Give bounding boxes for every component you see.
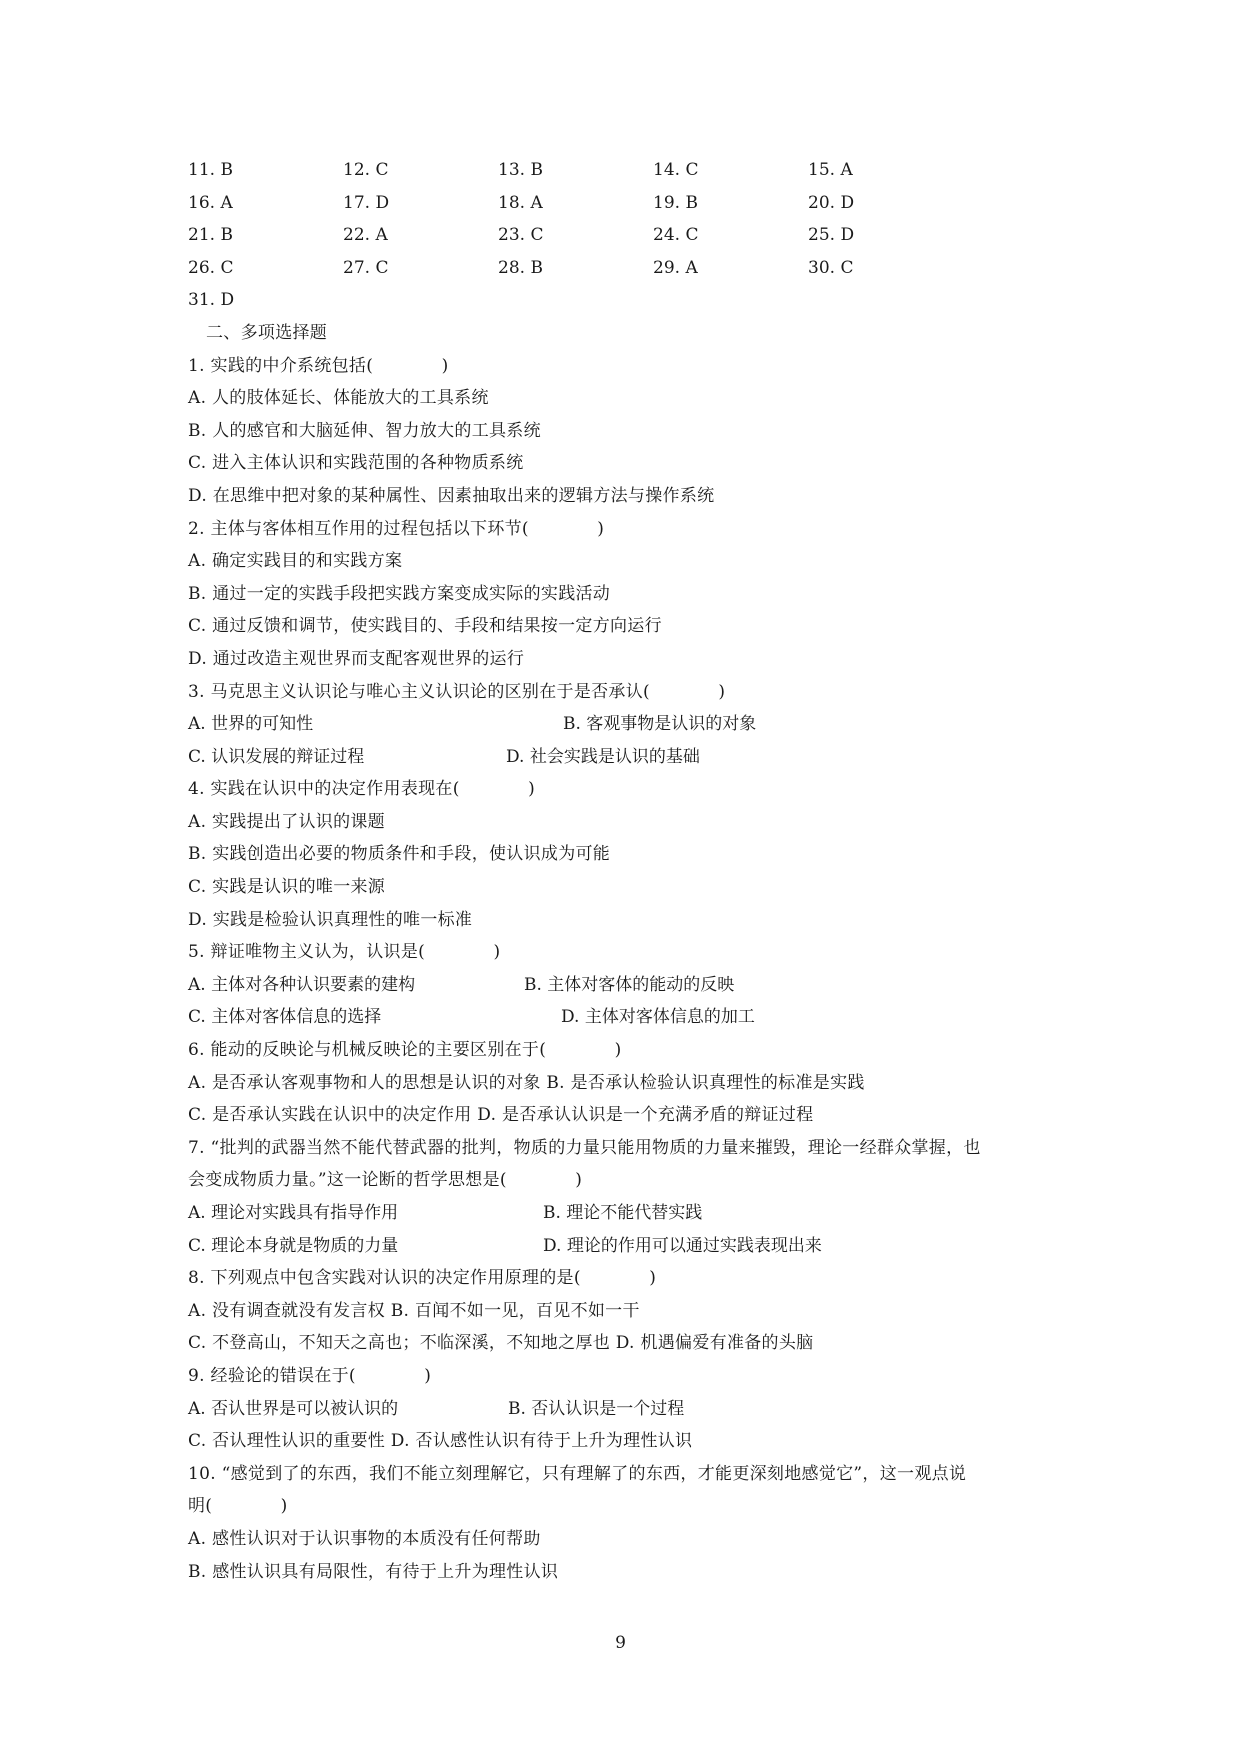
option-row [188,1001,1068,1034]
answer-item: 17. D [343,192,390,213]
answer-item: 16. A [188,192,233,213]
option-b: B. 客观事物是认识的对象 [563,714,757,735]
option-row [188,1230,1068,1263]
answer-item: 18. A [498,192,543,213]
answer-item: 27. C [343,257,389,278]
option-b: B. 实践创造出必要的物质条件和手段，使认识成为可能 [188,844,611,865]
answer-item: 31. D [188,290,235,311]
answer-item: 19. B [653,192,698,213]
option-line: A. 是否承认客观事物和人的思想是认识的对象 B. 是否承认检验认识真理性的标准是实践 [188,1072,865,1093]
answer-item: 13. B [498,160,543,180]
answer-key-row [188,154,1068,187]
option-d: D. 实践是检验认识真理性的唯一标准 [188,909,473,930]
option-line: C. 不登高山，不知天之高也；不临深溪，不知地之厚也 D. 机遇偏爱有准备的头脑 [188,1333,814,1354]
option-d: D. 在思维中把对象的某种属性、因素抽取出来的逻辑方法与操作系统 [188,485,715,506]
question-stem: 7. “批判的武器当然不能代替武器的批判，物质的力量只能用物质的力量来摧毁，理论一经群众掌握，也 [188,1137,981,1158]
question-stem: 6. 能动的反映论与机械反映论的主要区别在于( ) [188,1040,622,1061]
answer-key-row [188,219,1068,252]
answer-item: 12. C [343,160,389,180]
answer-item: 14. C [653,160,699,180]
page-number: 9 [615,1633,626,1653]
answer-key-row [188,284,1068,317]
question-stem: 10. “感觉到了的东西，我们不能立刻理解它，只有理解了的东西，才能更深刻地感觉它”，这一观点说 [188,1463,967,1484]
option-b: B. 人的感官和大脑延伸、智力放大的工具系统 [188,420,541,441]
option-b: B. 理论不能代替实践 [543,1203,703,1223]
answer-item: 26. C [188,257,234,278]
option-d: D. 主体对客体信息的加工 [561,1007,755,1028]
option-a: A. 理论对实践具有指导作用 [188,1203,399,1223]
answer-item: 29. A [653,257,698,278]
option-b: B. 主体对客体的能动的反映 [524,974,735,995]
option-c: C. 主体对客体信息的选择 [188,1007,382,1028]
question-stem: 3. 马克思主义认识论与唯心主义认识论的区别在于是否承认( ) [188,681,726,702]
answer-item: 21. B [188,225,233,246]
answer-item: 30. C [808,257,854,278]
answer-item: 24. C [653,225,699,246]
question-stem: 5. 辩证唯物主义认为，认识是( ) [188,942,501,963]
question-stem: 2. 主体与客体相互作用的过程包括以下环节( ) [188,518,605,539]
question-stem-continued: 会变成物质力量。”这一论断的哲学思想是( ) [188,1170,583,1191]
option-b: B. 否认认识是一个过程 [508,1398,685,1419]
option-d: D. 理论的作用可以通过实践表现出来 [543,1235,822,1256]
option-d: D. 通过改造主观世界而支配客观世界的运行 [188,648,525,669]
option-row [188,969,1068,1002]
option-a: A. 否认世界是可以被认识的 [188,1398,399,1419]
option-row [188,708,1068,741]
question-stem: 1. 实践的中介系统包括( ) [188,355,449,376]
option-line: A. 没有调查就没有发言权 B. 百闻不如一见，百见不如一干 [188,1300,640,1321]
answer-item: 25. D [808,225,855,246]
option-line: C. 是否承认实践在认识中的决定作用 D. 是否承认认识是一个充满矛盾的辩证过程 [188,1105,814,1126]
question-stem: 4. 实践在认识中的决定作用表现在( ) [188,779,536,800]
option-a: A. 感性认识对于认识事物的本质没有任何帮助 [188,1528,541,1549]
option-row [188,1393,1068,1426]
option-row [188,1197,1068,1230]
answer-key-row [188,252,1068,285]
answer-item: 28. B [498,257,543,278]
option-c: C. 通过反馈和调节，使实践目的、手段和结果按一定方向运行 [188,616,662,637]
option-c: C. 理论本身就是物质的力量 [188,1235,399,1256]
page-content [188,154,1068,1588]
option-c: C. 实践是认识的唯一来源 [188,877,386,898]
question-stem: 9. 经验论的错误在于( ) [188,1365,432,1386]
option-line: C. 否认理性认识的重要性 D. 否认感性认识有待于上升为理性认识 [188,1431,693,1452]
answer-key-row [188,187,1068,220]
answer-item: 15. A [808,160,853,180]
option-a: A. 人的肢体延长、体能放大的工具系统 [188,388,489,409]
option-b: B. 感性认识具有局限性，有待于上升为理性认识 [188,1561,559,1582]
option-d: D. 社会实践是认识的基础 [506,746,700,767]
answer-item: 20. D [808,192,855,213]
option-a: A. 世界的可知性 [188,714,314,735]
option-a: A. 实践提出了认识的课题 [188,811,385,832]
option-c: C. 认识发展的辩证过程 [188,746,365,767]
question-stem-continued: 明( ) [188,1496,288,1517]
option-row [188,741,1068,774]
option-a: A. 确定实践目的和实践方案 [188,551,403,572]
section-heading: 二、多项选择题 [206,322,328,343]
option-a: A. 主体对各种认识要素的建构 [188,974,416,995]
question-stem: 8. 下列观点中包含实践对认识的决定作用原理的是( ) [188,1268,657,1289]
answer-item: 11. B [188,160,233,180]
option-b: B. 通过一定的实践手段把实践方案变成实际的实践活动 [188,583,611,604]
answer-item: 22. A [343,225,388,246]
option-c: C. 进入主体认识和实践范围的各种物质系统 [188,453,524,474]
answer-item: 23. C [498,225,544,246]
